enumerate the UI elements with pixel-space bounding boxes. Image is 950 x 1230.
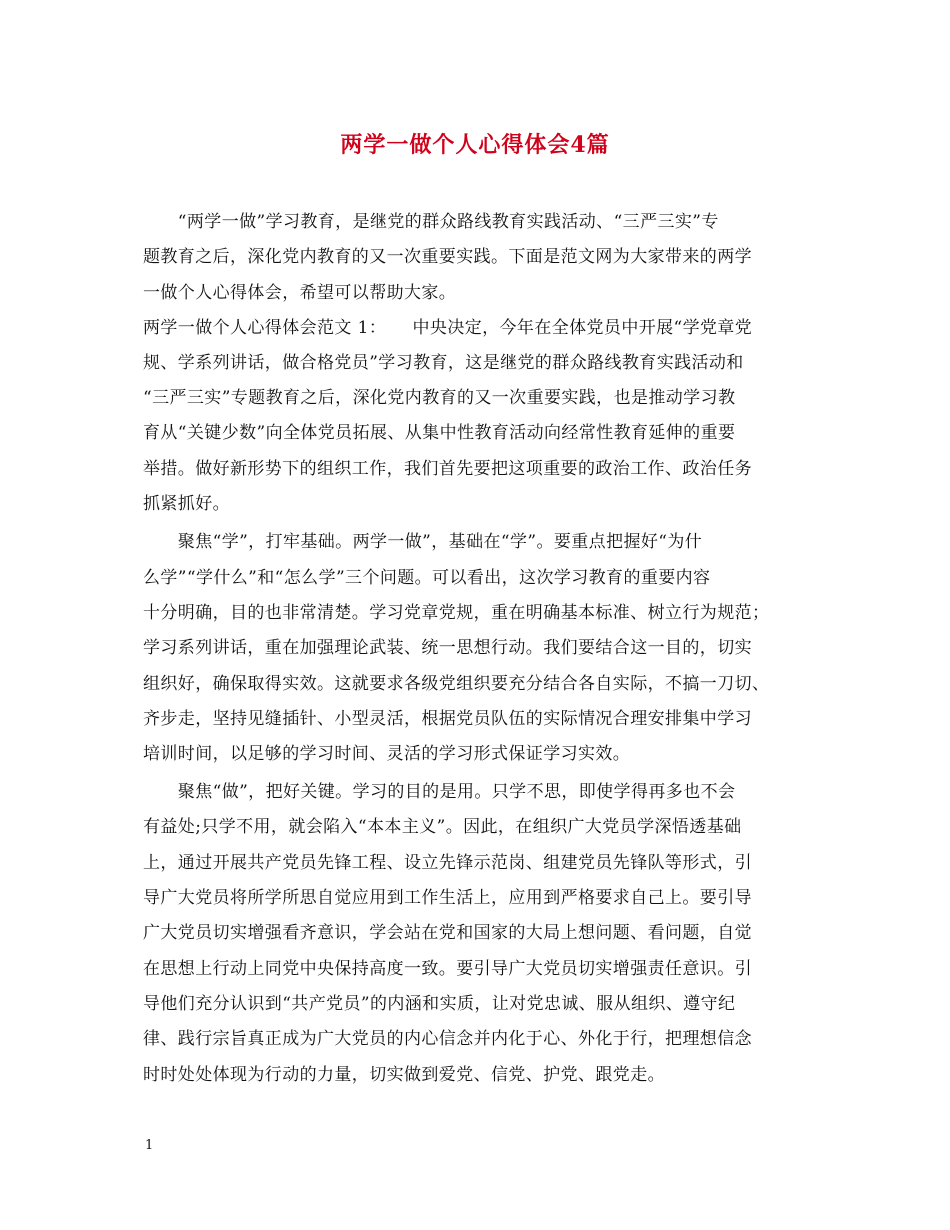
- text-line: 育从“关键少数”向全体党员拓展、从集中性教育活动向经常性教育延伸的重要: [143, 423, 736, 443]
- text-line: 组织好，确保取得实效。这就要求各级党组织要充分结合各自实际，不搞一刀切、: [143, 674, 770, 694]
- page-title: 两学一做个人心得体会4篇: [340, 132, 610, 158]
- text-line: 么学”“学什么”和“怎么学”三个问题。可以看出，这次学习教育的重要内容: [143, 568, 711, 588]
- text-line: 培训时间，以足够的学习时间、灵活的学习形式保证学习实效。: [143, 744, 631, 764]
- text-line: 有益处;只学不用，就会陷入“本本主义”。因此，在组织广大党员学深悟透基础: [143, 817, 742, 837]
- text-line: 导他们充分认识到“共产党员”的内涵和实质，让对党忠诚、服从组织、遵守纪: [143, 994, 736, 1014]
- text-line: “三严三实”专题教育之后，深化党内教育的又一次重要实践，也是推动学习教: [143, 388, 736, 408]
- text-line: 齐步走，坚持见缝插针、小型灵活，根据党员队伍的实际情况合理安排集中学习: [143, 709, 752, 729]
- page-number: 1: [145, 1138, 154, 1153]
- text-line: 两学一做个人心得体会范文 1： 中央决定，今年在全体党员中开展“学党章党: [143, 318, 753, 338]
- text-line: 一做个人心得体会，希望可以帮助大家。: [143, 283, 457, 303]
- text-line: 十分明确，目的也非常清楚。学习党章党规，重在明确基本标准、树立行为规范；: [143, 603, 770, 623]
- text-line: 聚焦“做”，把好关键。学习的目的是用。只学不思，即使学得再多也不会: [143, 782, 736, 802]
- text-line: “两学一做”学习教育，是继党的群众路线教育实践活动、“三严三实”专: [143, 212, 719, 232]
- text-line: 上，通过开展共产党员先锋工程、设立先锋示范岗、组建党员先锋队等形式，引: [143, 853, 752, 873]
- text-line: 律、践行宗旨真正成为广大党员的内心信念并内化于心、外化于行，把理想信念: [143, 1029, 752, 1049]
- text-line: 规、学系列讲话，做合格党员”学习教育，这是继党的群众路线教育实践活动和: [143, 353, 744, 373]
- text-line: 导广大党员将所学所思自觉应用到工作生活上，应用到严格要求自己上。要引导: [143, 888, 752, 908]
- text-line: 举措。做好新形势下的组织工作，我们首先要把这项重要的政治工作、政治任务: [143, 459, 752, 479]
- text-line: 在思想上行动上同党中央保持高度一致。要引导广大党员切实增强责任意识。引: [143, 959, 752, 979]
- text-line: 题教育之后，深化党内教育的又一次重要实践。下面是范文网为大家带来的两学: [143, 247, 752, 267]
- text-line: 抓紧抓好。: [143, 494, 230, 514]
- text-line: 聚焦“学”，打牢基础。两学一做”，基础在“学”。要重点把握好“为什: [143, 532, 703, 552]
- text-line: 学习系列讲话，重在加强理论武装、统一思想行动。我们要结合这一目的，切实: [143, 638, 752, 658]
- text-line: 时时处处体现为行动的力量，切实做到爱党、信党、护党、跟党走。: [143, 1065, 665, 1085]
- text-line: 广大党员切实增强看齐意识，学会站在党和国家的大局上想问题、看问题，自觉: [143, 923, 752, 943]
